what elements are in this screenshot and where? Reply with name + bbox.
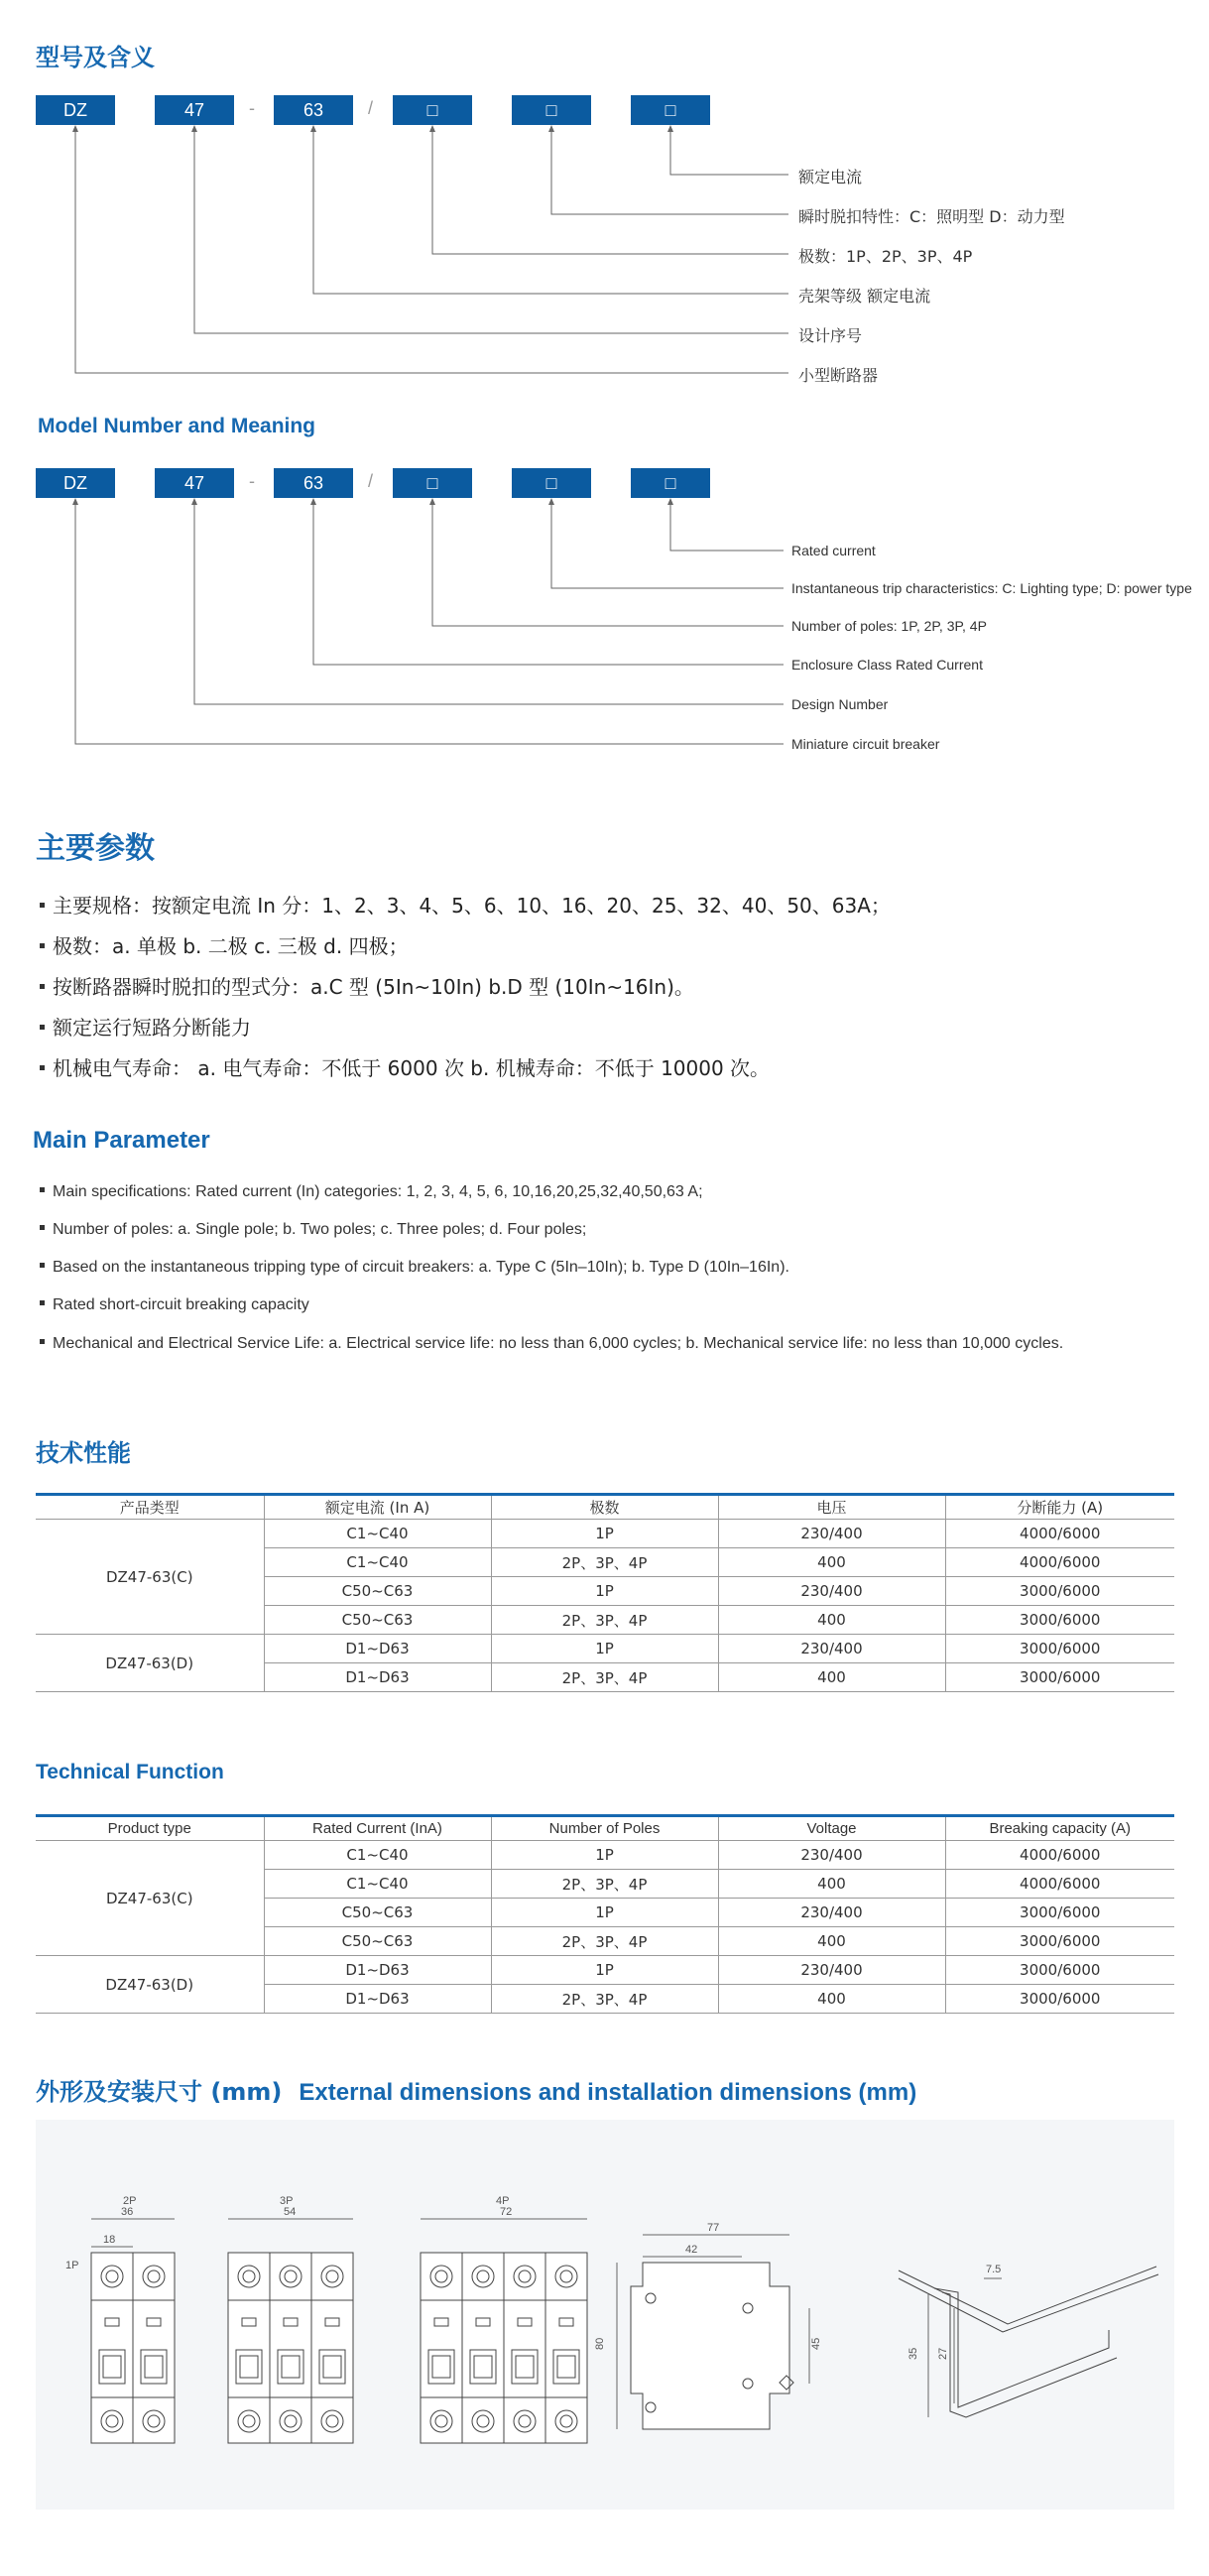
params-en-item: Rated short-circuit breaking capacity — [40, 1296, 309, 1314]
table-cell: 230/400 — [718, 1635, 945, 1663]
table-cell: 1P — [491, 1899, 718, 1927]
table-cell: C50~C63 — [264, 1899, 491, 1927]
params-en-item: Based on the instantaneous tripping type of circuit breakers: a. Type C (5In–10In); b. Type D (10In–16In). — [40, 1259, 789, 1277]
model-en-leader-lines — [0, 498, 1209, 756]
table-cell: C50~C63 — [264, 1606, 491, 1635]
model-en-title: Model Number and Meaning — [38, 415, 316, 437]
dimensions-title-cn: 外形及安装尺寸 (mm) — [36, 2078, 283, 2106]
table-cell: 2P、3P、4P — [491, 1548, 718, 1577]
table-cell: 3000/6000 — [945, 1606, 1174, 1635]
din-rail-drawing — [899, 2267, 1158, 2417]
model-box-design: 47 — [155, 95, 234, 125]
model-cn-label-poles: 极数：1P、2P、3P、4P — [798, 247, 973, 266]
tech-cn-header: 产品类型 — [36, 1495, 264, 1520]
model-en-box-current: □ — [631, 468, 710, 498]
model-en-label-design: Design Number — [791, 696, 889, 712]
table-cell: 4000/6000 — [945, 1841, 1174, 1870]
model-cn-title: 型号及含义 — [36, 44, 155, 71]
table-cell: 1P — [491, 1841, 718, 1870]
model-en-label-breaker: Miniature circuit breaker — [791, 736, 940, 752]
dim-18: 18 — [103, 2234, 116, 2246]
label-2p: 2P — [123, 2195, 137, 2207]
model-en-separator-dash: - — [249, 471, 255, 491]
table-cell: 230/400 — [718, 1841, 945, 1870]
table-cell: 4000/6000 — [945, 1870, 1174, 1899]
table-cell: 3000/6000 — [945, 1927, 1174, 1956]
tech-cn-product: DZ47-63(D) — [36, 1635, 264, 1692]
table-row — [36, 1520, 1174, 1548]
table-cell: 3000/6000 — [945, 1663, 1174, 1692]
breaker-4p-drawing — [421, 2195, 587, 2443]
model-en-label-current: Rated current — [791, 543, 876, 558]
table-cell: C50~C63 — [264, 1577, 491, 1606]
dim-45: 45 — [810, 2337, 822, 2350]
model-separator-dash: - — [249, 98, 255, 118]
table-cell: 2P、3P、4P — [491, 1663, 718, 1692]
table-cell: C1~C40 — [264, 1841, 491, 1870]
params-cn-item: 按断路器瞬时脱扣的型式分：a.C 型 (5In~10In) b.D 型 (10In~16In)。 — [40, 971, 694, 1000]
table-cell: C1~C40 — [264, 1520, 491, 1548]
breaker-2p-drawing — [65, 2195, 175, 2443]
model-box-trip: □ — [512, 95, 591, 125]
label-3p: 3P — [280, 2195, 294, 2207]
table-cell: 3000/6000 — [945, 1577, 1174, 1606]
model-separator-slash: / — [368, 98, 374, 118]
table-cell: 400 — [718, 1870, 945, 1899]
table-cell: D1~D63 — [264, 1985, 491, 2014]
table-cell: 4000/6000 — [945, 1548, 1174, 1577]
table-cell: 3000/6000 — [945, 1899, 1174, 1927]
tech-en-header: Rated Current (InA) — [264, 1816, 491, 1841]
table-cell: 3000/6000 — [945, 1635, 1174, 1663]
dim-80: 80 — [594, 2337, 606, 2350]
params-en-item: Mechanical and Electrical Service Life: a. Electrical service life: no less than 6,000 cycles; b. Mechanical service life: no less than 10,000 cycles. — [40, 1335, 1063, 1353]
table-cell: 400 — [718, 1985, 945, 2014]
tech-en-product: DZ47-63(D) — [36, 1956, 264, 2014]
tech-en-header: Number of Poles — [491, 1816, 718, 1841]
params-en-item: Number of poles: a. Single pole; b. Two poles; c. Three poles; d. Four poles; — [40, 1221, 586, 1239]
dimensions-title — [36, 2072, 916, 2107]
table-cell: 3000/6000 — [945, 1956, 1174, 1985]
dim-27: 27 — [937, 2347, 949, 2360]
params-en-title: Main Parameter — [33, 1127, 210, 1154]
table-cell: 2P、3P、4P — [491, 1927, 718, 1956]
table-row — [36, 1635, 1174, 1663]
params-cn-title: 主要参数 — [36, 831, 155, 866]
tech-cn-header: 电压 — [718, 1495, 945, 1520]
tech-cn-table — [36, 1493, 1174, 1692]
tech-en-table — [36, 1814, 1174, 2014]
dimensions-drawing — [36, 2120, 1174, 2510]
table-cell: 1P — [491, 1520, 718, 1548]
params-cn-item: 极数：a. 单极 b. 二极 c. 三极 d. 四极； — [40, 930, 409, 959]
tech-en-title: Technical Function — [36, 1761, 224, 1783]
table-cell: 230/400 — [718, 1899, 945, 1927]
model-en-label-poles: Number of poles: 1P, 2P, 3P, 4P — [791, 618, 987, 634]
model-box-poles: □ — [393, 95, 472, 125]
table-cell: 230/400 — [718, 1577, 945, 1606]
params-cn-item: 机械电气寿命： a. 电气寿命：不低于 6000 次 b. 机械寿命：不低于 10000 次。 — [40, 1052, 770, 1081]
table-cell: D1~D63 — [264, 1663, 491, 1692]
tech-cn-header: 分断能力 (A) — [945, 1495, 1174, 1520]
table-row — [36, 1956, 1174, 1985]
table-row — [36, 1841, 1174, 1870]
table-cell: D1~D63 — [264, 1956, 491, 1985]
table-cell: 1P — [491, 1956, 718, 1985]
table-cell: 1P — [491, 1635, 718, 1663]
tech-cn-header: 极数 — [491, 1495, 718, 1520]
model-cn-leader-lines — [0, 125, 1209, 393]
params-cn-item: 额定运行短路分断能力 — [40, 1012, 251, 1041]
dim-35: 35 — [907, 2347, 919, 2360]
model-en-box-trip: □ — [512, 468, 591, 498]
dim-36: 36 — [121, 2206, 134, 2218]
dim-72: 72 — [500, 2206, 513, 2218]
model-en-box-poles: □ — [393, 468, 472, 498]
tech-cn-header: 额定电流 (In A) — [264, 1495, 491, 1520]
model-en-box-design: 47 — [155, 468, 234, 498]
model-box-current: □ — [631, 95, 710, 125]
table-cell: 2P、3P、4P — [491, 1606, 718, 1635]
model-en-separator-slash: / — [368, 471, 374, 491]
tech-en-header: Breaking capacity (A) — [945, 1816, 1174, 1841]
table-cell: 400 — [718, 1663, 945, 1692]
label-4p: 4P — [496, 2195, 510, 2207]
model-cn-label-current: 额定电流 — [798, 168, 863, 186]
model-en-label-trip: Instantaneous trip characteristics: C: Lighting type; D: power type — [791, 580, 1192, 596]
model-en-label-frame: Enclosure Class Rated Current — [791, 657, 983, 673]
tech-en-product: DZ47-63(C) — [36, 1841, 264, 1956]
params-en-item: Main specifications: Rated current (In) categories: 1, 2, 3, 4, 5, 6, 10,16,20,25,32,40,50,63 A; — [40, 1183, 703, 1201]
table-cell: C50~C63 — [264, 1927, 491, 1956]
dim-7-5: 7.5 — [986, 2264, 1002, 2275]
model-cn-label-frame: 壳架等级 额定电流 — [798, 287, 931, 306]
model-en-box-frame: 63 — [274, 468, 353, 498]
tech-cn-product: DZ47-63(C) — [36, 1520, 264, 1635]
breaker-3p-drawing — [228, 2195, 353, 2443]
tech-cn-title: 技术性能 — [36, 1439, 131, 1467]
table-cell: 400 — [718, 1927, 945, 1956]
dim-42: 42 — [685, 2244, 698, 2256]
table-cell: 230/400 — [718, 1956, 945, 1985]
table-cell: 4000/6000 — [945, 1520, 1174, 1548]
model-en-box-series: DZ — [36, 468, 115, 498]
tech-en-header: Voltage — [718, 1816, 945, 1841]
dimensions-title-en: External dimensions and installation dimensions (mm) — [299, 2079, 917, 2106]
model-cn-label-breaker: 小型断路器 — [798, 366, 879, 385]
table-cell: 400 — [718, 1606, 945, 1635]
model-cn-label-trip: 瞬时脱扣特性：C：照明型 D：动力型 — [798, 207, 1065, 226]
model-box-frame: 63 — [274, 95, 353, 125]
table-cell: D1~D63 — [264, 1635, 491, 1663]
params-cn-item: 主要规格：按额定电流 In 分：1、2、3、4、5、6、10、16、20、25、32、40、50、63A； — [40, 890, 891, 919]
table-cell: C1~C40 — [264, 1548, 491, 1577]
label-1p: 1P — [65, 2260, 79, 2271]
dim-77: 77 — [707, 2222, 720, 2234]
table-cell: 2P、3P、4P — [491, 1985, 718, 2014]
tech-en-header: Product type — [36, 1816, 264, 1841]
table-cell: C1~C40 — [264, 1870, 491, 1899]
table-cell: 230/400 — [718, 1520, 945, 1548]
dimensions-drawing-panel — [36, 2120, 1174, 2510]
table-cell: 1P — [491, 1577, 718, 1606]
model-box-series: DZ — [36, 95, 115, 125]
dim-54: 54 — [284, 2206, 297, 2218]
model-cn-label-design: 设计序号 — [798, 326, 863, 345]
table-cell: 2P、3P、4P — [491, 1870, 718, 1899]
breaker-side-view — [617, 2235, 809, 2429]
table-cell: 400 — [718, 1548, 945, 1577]
table-cell: 3000/6000 — [945, 1985, 1174, 2014]
